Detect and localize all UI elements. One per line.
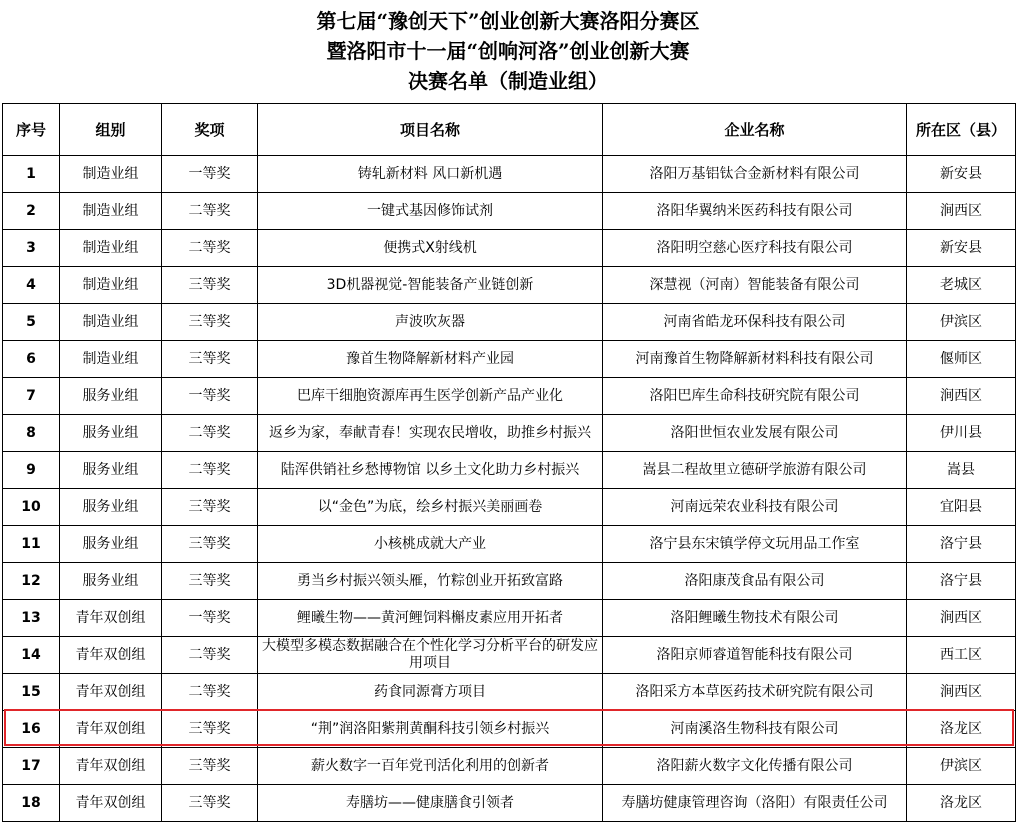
cell-project: 药食同源膏方项目	[258, 674, 603, 711]
cell-group: 制造业组	[60, 230, 162, 267]
cell-group: 制造业组	[60, 341, 162, 378]
table-row	[3, 674, 1016, 711]
cell-group: 制造业组	[60, 304, 162, 341]
cell-district: 涧西区	[907, 378, 1016, 415]
cell-group: 青年双创组	[60, 711, 162, 748]
cell-index: 6	[3, 341, 60, 378]
cell-project: 声波吹灰器	[258, 304, 603, 341]
cell-district: 洛龙区	[907, 711, 1016, 748]
cell-district: 涧西区	[907, 674, 1016, 711]
cell-index: 17	[3, 748, 60, 785]
cell-company: 洛阳明空慈心医疗科技有限公司	[603, 230, 907, 267]
cell-district: 洛宁县	[907, 526, 1016, 563]
table-row	[3, 341, 1016, 378]
cell-award: 三等奖	[162, 711, 258, 748]
cell-group: 制造业组	[60, 267, 162, 304]
cell-award: 一等奖	[162, 378, 258, 415]
cell-index: 1	[3, 156, 60, 193]
cell-project: 大模型多模态数据融合在个性化学习分析平台的研发应用项目	[258, 637, 603, 674]
cell-district: 嵩县	[907, 452, 1016, 489]
table-row	[3, 378, 1016, 415]
cell-district: 新安县	[907, 230, 1016, 267]
cell-project: 巴库干细胞资源库再生医学创新产品产业化	[258, 378, 603, 415]
cell-project: 寿膳坊——健康膳食引领者	[258, 785, 603, 822]
document-title	[0, 0, 1016, 102]
cell-company: 河南溪洛生物科技有限公司	[603, 711, 907, 748]
cell-group: 青年双创组	[60, 785, 162, 822]
table-row	[3, 267, 1016, 304]
table-row	[3, 156, 1016, 193]
cell-award: 二等奖	[162, 230, 258, 267]
table-row	[3, 193, 1016, 230]
title-line-3: 决赛名单（制造业组）	[408, 69, 608, 93]
cell-project: 薪火数字一百年党刊活化利用的创新者	[258, 748, 603, 785]
table-row	[3, 304, 1016, 341]
cell-company: 洛阳鲤曦生物技术有限公司	[603, 600, 907, 637]
cell-district: 伊滨区	[907, 748, 1016, 785]
table-header-row	[3, 104, 1016, 156]
cell-company: 嵩县二程故里立德研学旅游有限公司	[603, 452, 907, 489]
cell-project: 以“金色”为底，绘乡村振兴美丽画卷	[258, 489, 603, 526]
cell-district: 涧西区	[907, 600, 1016, 637]
cell-index: 16	[3, 711, 60, 748]
cell-project: “荆”润洛阳紫荆黄酮科技引领乡村振兴	[258, 711, 603, 748]
cell-district: 老城区	[907, 267, 1016, 304]
cell-index: 12	[3, 563, 60, 600]
cell-award: 二等奖	[162, 637, 258, 674]
cell-district: 偃师区	[907, 341, 1016, 378]
cell-award: 二等奖	[162, 674, 258, 711]
table-row	[3, 230, 1016, 267]
cell-group: 青年双创组	[60, 637, 162, 674]
cell-group: 服务业组	[60, 489, 162, 526]
cell-index: 18	[3, 785, 60, 822]
cell-award: 三等奖	[162, 563, 258, 600]
cell-award: 一等奖	[162, 600, 258, 637]
table-row	[3, 526, 1016, 563]
cell-index: 3	[3, 230, 60, 267]
cell-award: 三等奖	[162, 526, 258, 563]
cell-district: 新安县	[907, 156, 1016, 193]
cell-company: 洛阳薪火数字文化传播有限公司	[603, 748, 907, 785]
cell-project: 3D机器视觉-智能装备产业链创新	[258, 267, 603, 304]
header-index: 序号	[3, 104, 60, 156]
table-body	[3, 156, 1016, 822]
table-row	[3, 711, 1016, 748]
cell-award: 三等奖	[162, 341, 258, 378]
cell-award: 二等奖	[162, 415, 258, 452]
cell-award: 三等奖	[162, 748, 258, 785]
cell-group: 服务业组	[60, 452, 162, 489]
cell-company: 河南省皓龙环保科技有限公司	[603, 304, 907, 341]
cell-project: 一键式基因修饰试剂	[258, 193, 603, 230]
cell-district: 涧西区	[907, 193, 1016, 230]
table-row	[3, 637, 1016, 674]
table-row	[3, 452, 1016, 489]
cell-index: 15	[3, 674, 60, 711]
cell-index: 13	[3, 600, 60, 637]
finalist-table	[2, 103, 1016, 822]
cell-company: 洛阳巴库生命科技研究院有限公司	[603, 378, 907, 415]
title-line-2: 暨洛阳市十一届“创响河洛”创业创新大赛	[326, 39, 690, 63]
title-line-1: 第七届“豫创天下”创业创新大赛洛阳分赛区	[316, 9, 700, 33]
table-row	[3, 600, 1016, 637]
cell-index: 7	[3, 378, 60, 415]
table-row	[3, 748, 1016, 785]
cell-project: 铸轧新材料 风口新机遇	[258, 156, 603, 193]
cell-group: 制造业组	[60, 156, 162, 193]
cell-group: 服务业组	[60, 378, 162, 415]
cell-company: 洛阳康茂食品有限公司	[603, 563, 907, 600]
cell-company: 洛阳华翼纳米医药科技有限公司	[603, 193, 907, 230]
cell-project: 返乡为家，奉献青春！实现农民增收，助推乡村振兴	[258, 415, 603, 452]
cell-group: 制造业组	[60, 193, 162, 230]
cell-company: 深慧视（河南）智能装备有限公司	[603, 267, 907, 304]
cell-company: 河南远荣农业科技有限公司	[603, 489, 907, 526]
cell-award: 一等奖	[162, 156, 258, 193]
cell-company: 洛阳世恒农业发展有限公司	[603, 415, 907, 452]
cell-award: 二等奖	[162, 452, 258, 489]
cell-index: 2	[3, 193, 60, 230]
cell-company: 洛阳万基铝钛合金新材料有限公司	[603, 156, 907, 193]
cell-group: 服务业组	[60, 415, 162, 452]
cell-group: 青年双创组	[60, 600, 162, 637]
cell-award: 三等奖	[162, 267, 258, 304]
header-company: 企业名称	[603, 104, 907, 156]
cell-company: 洛阳采方本草医药技术研究院有限公司	[603, 674, 907, 711]
cell-award: 三等奖	[162, 785, 258, 822]
cell-award: 三等奖	[162, 489, 258, 526]
cell-group: 服务业组	[60, 563, 162, 600]
cell-district: 西工区	[907, 637, 1016, 674]
cell-group: 青年双创组	[60, 748, 162, 785]
cell-index: 10	[3, 489, 60, 526]
header-district: 所在区（县）	[907, 104, 1016, 156]
cell-district: 洛龙区	[907, 785, 1016, 822]
cell-project: 勇当乡村振兴领头雁，竹粽创业开拓致富路	[258, 563, 603, 600]
cell-project: 豫首生物降解新材料产业园	[258, 341, 603, 378]
cell-district: 洛宁县	[907, 563, 1016, 600]
table-row	[3, 563, 1016, 600]
cell-project: 小核桃成就大产业	[258, 526, 603, 563]
header-group: 组别	[60, 104, 162, 156]
cell-company: 洛阳京师睿道智能科技有限公司	[603, 637, 907, 674]
cell-group: 服务业组	[60, 526, 162, 563]
cell-index: 8	[3, 415, 60, 452]
cell-award: 三等奖	[162, 304, 258, 341]
cell-index: 9	[3, 452, 60, 489]
cell-company: 寿膳坊健康管理咨询（洛阳）有限责任公司	[603, 785, 907, 822]
table-row	[3, 785, 1016, 822]
cell-award: 二等奖	[162, 193, 258, 230]
cell-district: 伊滨区	[907, 304, 1016, 341]
table-row	[3, 489, 1016, 526]
cell-district: 宜阳县	[907, 489, 1016, 526]
cell-district: 伊川县	[907, 415, 1016, 452]
header-award: 奖项	[162, 104, 258, 156]
header-project: 项目名称	[258, 104, 603, 156]
cell-project: 鲤曦生物——黄河鲤饲料槲皮素应用开拓者	[258, 600, 603, 637]
cell-index: 14	[3, 637, 60, 674]
cell-index: 4	[3, 267, 60, 304]
cell-project: 便携式X射线机	[258, 230, 603, 267]
cell-company: 河南豫首生物降解新材料科技有限公司	[603, 341, 907, 378]
cell-group: 青年双创组	[60, 674, 162, 711]
cell-project: 陆浑供销社乡愁博物馆 以乡土文化助力乡村振兴	[258, 452, 603, 489]
cell-index: 11	[3, 526, 60, 563]
table-row	[3, 415, 1016, 452]
cell-company: 洛宁县东宋镇学停文玩用品工作室	[603, 526, 907, 563]
cell-index: 5	[3, 304, 60, 341]
